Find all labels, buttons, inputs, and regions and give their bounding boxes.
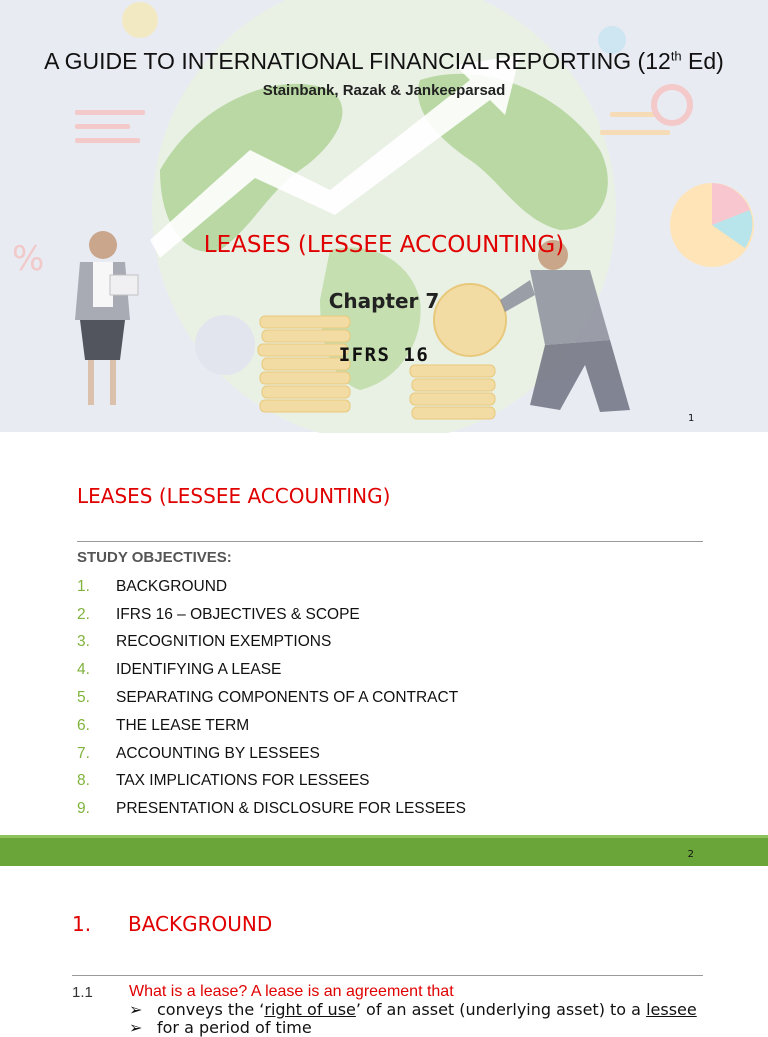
book-title [0, 48, 768, 75]
item-label: TAX IMPLICATIONS FOR LESSEES [116, 772, 370, 790]
item-number: 3. [77, 633, 90, 651]
item-number: 8. [77, 772, 90, 790]
item-label: RECOGNITION EXEMPTIONS [116, 633, 332, 651]
objectives-slide [0, 433, 768, 866]
item-label: IDENTIFYING A LEASE [116, 661, 282, 679]
item-number: 7. [77, 744, 90, 762]
topic-title: LEASES (LESSEE ACCOUNTING) [203, 232, 565, 258]
list-item [77, 684, 466, 712]
book-title-main: A GUIDE TO INTERNATIONAL FINANCIAL REPORTING (12 [44, 48, 671, 74]
list-item [77, 768, 466, 796]
section-title: BACKGROUND [128, 912, 273, 936]
book-title-end: Ed) [681, 48, 724, 74]
svg-text:%: % [12, 239, 45, 279]
arrow-bullet-icon: ➢ [129, 1018, 143, 1037]
item-label: BACKGROUND [116, 577, 228, 595]
slide-heading: LEASES (LESSEE ACCOUNTING) [77, 484, 391, 508]
item-label: PRESENTATION & DISCLOSURE FOR LESSEES [116, 800, 466, 818]
list-item [77, 601, 466, 629]
standard-label: IFRS 16 [338, 344, 430, 366]
item-number: 5. [77, 689, 90, 707]
objectives-list [77, 573, 466, 823]
item-label: IFRS 16 – OBJECTIVES & SCOPE [116, 605, 360, 623]
section-number: 1. [72, 912, 92, 936]
title-slide [0, 0, 768, 432]
bullet-item: ➢ conveys the ‘right of use’ of an asset (underlying asset) to a lessee [129, 1000, 697, 1019]
item-number: 1.1 [72, 984, 93, 1001]
bullet-item: ➢ for a period of time [129, 1018, 312, 1037]
item-label: ACCOUNTING BY LESSEES [116, 744, 320, 762]
list-item [77, 740, 466, 768]
authors: Stainbank, Razak & Jankeeparsad [262, 82, 506, 99]
chapter-label: Chapter 7 [328, 289, 440, 313]
lease-question: What is a lease? A lease is an agreement that [129, 983, 454, 1000]
background-slide [0, 866, 768, 1037]
book-title-superscript: th [670, 48, 682, 64]
item-number: 2. [77, 605, 90, 623]
list-item [77, 629, 466, 657]
list-item [77, 712, 466, 740]
item-number: 6. [77, 716, 90, 734]
list-item [77, 795, 466, 823]
item-number: 1. [77, 577, 90, 595]
list-item [77, 573, 466, 601]
divider [77, 541, 703, 542]
item-number: 4. [77, 661, 90, 679]
page-number: 2 [687, 849, 694, 860]
divider [72, 975, 703, 976]
objectives-title: STUDY OBJECTIVES: [77, 549, 232, 566]
item-number: 9. [77, 800, 90, 818]
page-number: 1 [688, 413, 695, 424]
footer-bar [0, 835, 768, 866]
item-label: SEPARATING COMPONENTS OF A CONTRACT [116, 689, 459, 707]
list-item [77, 656, 466, 684]
item-label: THE LEASE TERM [116, 716, 250, 734]
arrow-bullet-icon: ➢ [129, 1000, 143, 1019]
